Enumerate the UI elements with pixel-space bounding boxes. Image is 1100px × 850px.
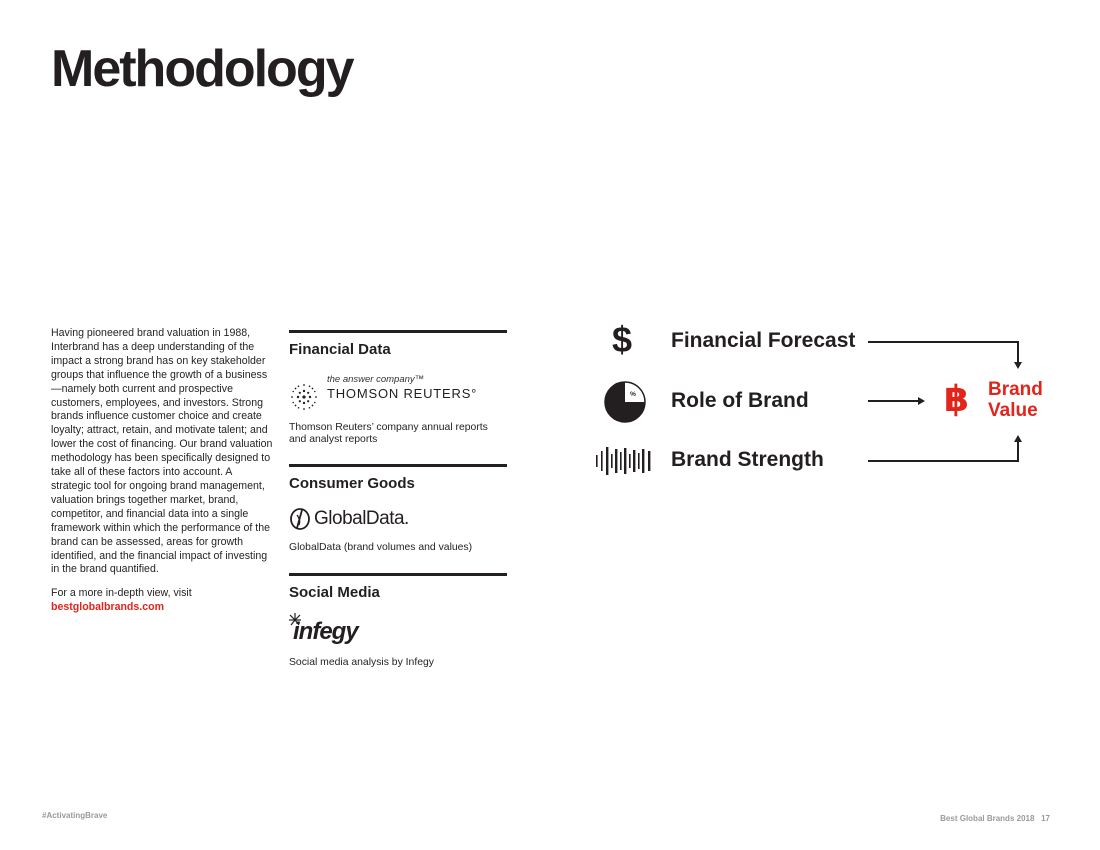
source-description: Social media analysis by Infegy (289, 657, 434, 668)
page-title: Methodology (51, 40, 353, 98)
forecast-connector (868, 342, 1018, 362)
strength-connector (868, 442, 1018, 461)
strength-arrowhead (1014, 435, 1022, 442)
dollar-icon: $ (612, 319, 633, 360)
source-description: Thomson Reuters’ company annual reports and analyst reports (289, 422, 488, 445)
footer-publication-info (940, 814, 1050, 823)
intro-text-block (51, 327, 273, 615)
brand-value-label (988, 379, 1043, 421)
source-financial-data (289, 330, 507, 446)
intro-paragraph: Having pioneered brand valuation in 1988, Interbrand has a deep understanding of the impact a strong brand has on key stakeholder groups that influence the growth of a business—namely both current and prospective customers, employees, and investors. Strong brands influence customer choice and create loyalty; attract, retain, and motivate talent; and lower the cost of financing. Our brand valuation methodology has been specifically designed to take all of these factors into account. A strategic tool for ongoing brand management, valuation brings together market, brand, competitor, and financial data into a single framework within which the performance of the brand can be assessed, areas for growth identified, and the financial impact of investing in the brand quantified. (51, 327, 273, 576)
soundwave-icon (594, 445, 654, 477)
footer-hashtag: #ActivatingBrave (42, 811, 108, 820)
infegy-name: infegy (293, 618, 358, 645)
pie-chart-icon (603, 380, 647, 424)
source-heading: Consumer Goods (289, 475, 415, 492)
globaldata-logo (289, 506, 507, 532)
role-arrowhead (918, 397, 925, 405)
infegy-logo (289, 611, 507, 645)
brand-value-line-1: Brand (988, 379, 1043, 400)
role-of-brand-label: Role of Brand (671, 389, 809, 412)
financial-forecast-label: Financial Forecast (671, 329, 856, 352)
thomson-reuters-tagline: the answer company™ (327, 374, 425, 385)
thomson-reuters-logo (289, 374, 507, 414)
more-info-text: For a more in-depth view, visit (51, 587, 192, 600)
footer-page-number: 17 (1041, 814, 1050, 823)
footer-publication: Best Global Brands 2018 (940, 814, 1035, 823)
baht-icon: ฿ (944, 378, 970, 419)
thomson-reuters-dot-sphere-icon (289, 382, 319, 412)
source-social-media (289, 573, 507, 669)
more-info-line (51, 587, 273, 615)
source-heading: Social Media (289, 584, 380, 601)
globaldata-icon (289, 507, 311, 531)
globaldata-name: GlobalData. (314, 508, 409, 529)
source-consumer-goods (289, 464, 507, 554)
thomson-reuters-name: THOMSON REUTERS° (327, 386, 478, 401)
source-heading: Financial Data (289, 341, 391, 358)
brand-strength-label: Brand Strength (671, 448, 824, 471)
forecast-arrowhead (1014, 362, 1022, 369)
pie-percent-symbol: % (630, 391, 636, 398)
brand-value-line-2: Value (988, 400, 1038, 421)
source-description: GlobalData (brand volumes and values) (289, 542, 473, 553)
website-link[interactable]: bestglobalbrands.com (51, 601, 165, 614)
